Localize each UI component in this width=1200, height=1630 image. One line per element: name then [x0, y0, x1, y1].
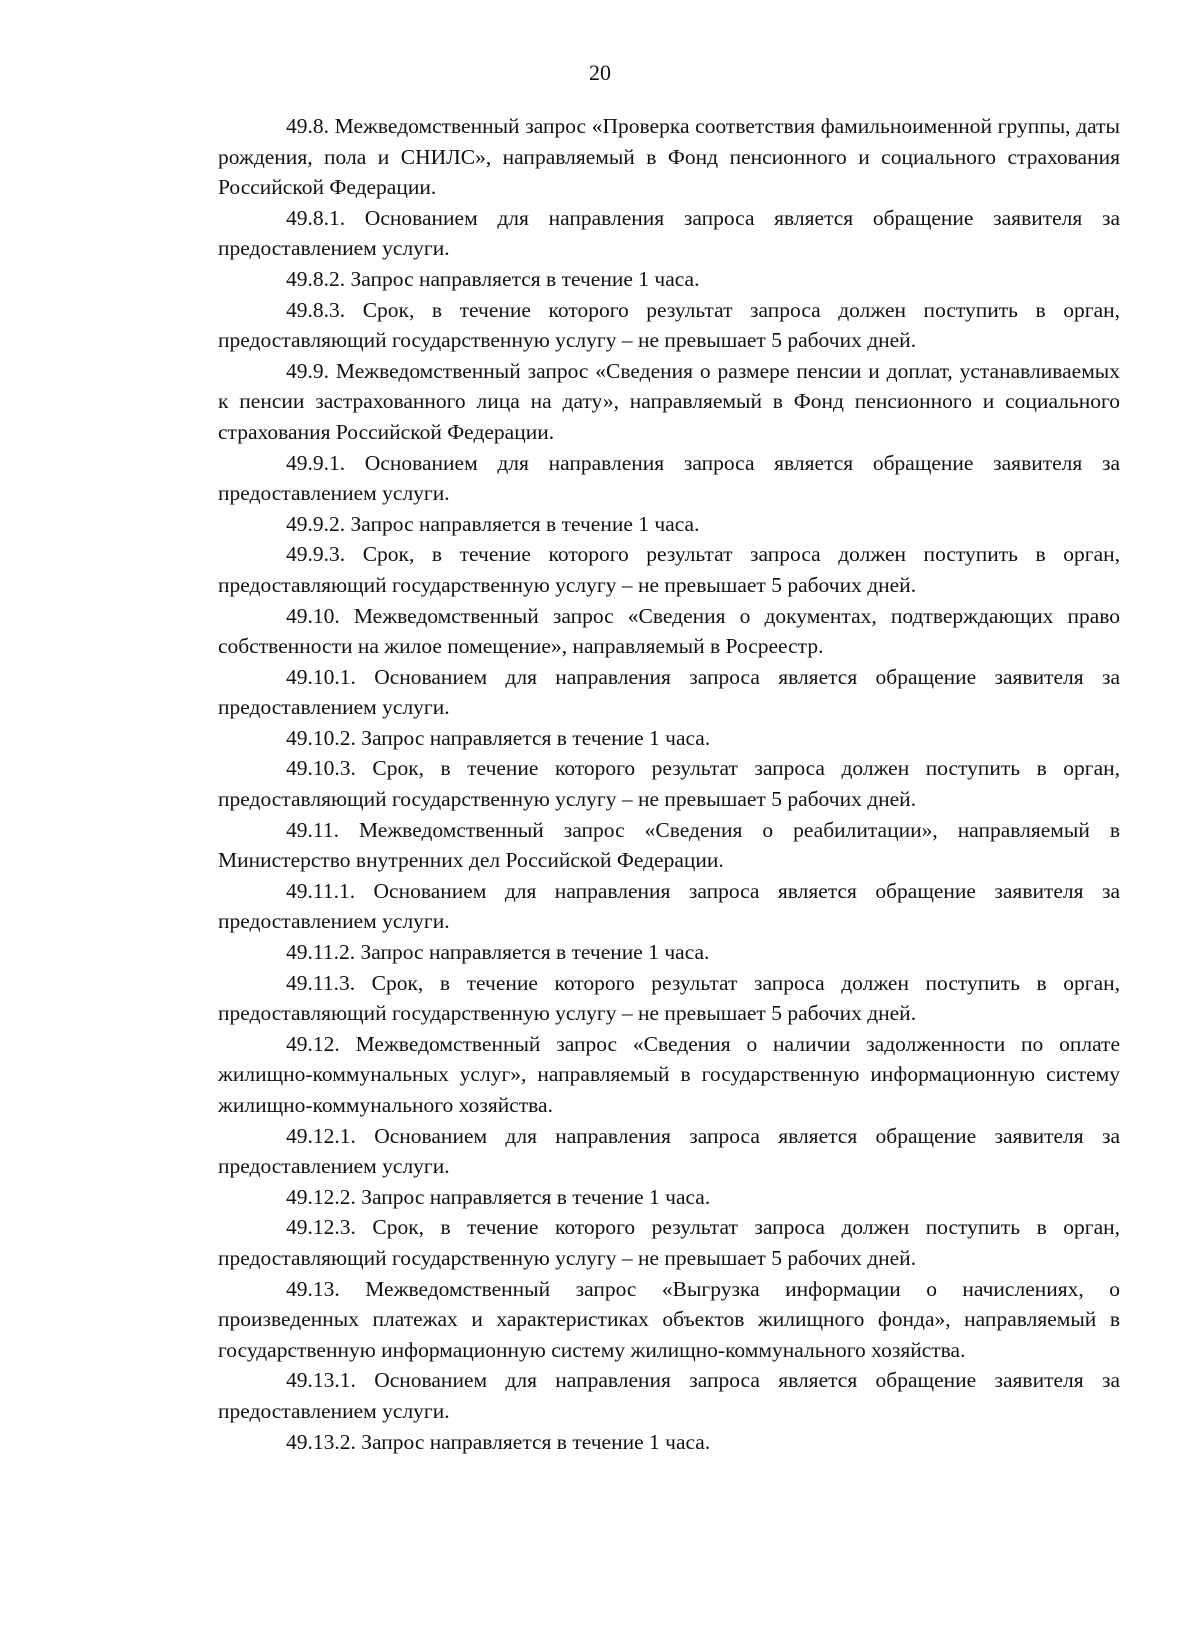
paragraph-49-13-2: 49.13.2. Запрос направляется в течение 1 часа.	[286, 1429, 711, 1454]
paragraph-49-9-1: 49.9.1. Основанием для направления запроса является обращение заявителя за предоставлением услуги.	[218, 450, 1120, 506]
paragraph-49-12-1: 49.12.1. Основанием для направления запроса является обращение заявителя за предоставлением услуги.	[218, 1123, 1120, 1179]
paragraph-49-10-1: 49.10.1. Основанием для направления запроса является обращение заявителя за предоставлением услуги.	[218, 664, 1120, 720]
paragraph-49-10-2: 49.10.2. Запрос направляется в течение 1 часа.	[286, 725, 711, 750]
paragraph-49-10-3: 49.10.3. Срок, в течение которого результат запроса должен поступить в орган, предоставляющий государственную услугу – не превышает 5 рабочих дней.	[218, 756, 1120, 812]
paragraph-49-8: 49.8. Межведомственный запрос «Проверка соответствия фамильноименной группы, даты рождения, пола и СНИЛС», направляемый в Фонд пенсионного и социального страхования Российской Федерации.	[218, 114, 1120, 200]
paragraph-49-12: 49.12. Межведомственный запрос «Сведения о наличии задолженности по оплате жилищно-коммунальных услуг», направляемый в государственную информационную систему жилищно-коммунального хозяйства.	[218, 1031, 1120, 1117]
paragraph-49-8-2: 49.8.2. Запрос направляется в течение 1 часа.	[286, 266, 700, 291]
paragraph-49-8-3: 49.8.3. Срок, в течение которого результат запроса должен поступить в орган, предоставляющий государственную услугу – не превышает 5 рабочих дней.	[218, 297, 1120, 353]
paragraph-49-9-3: 49.9.3. Срок, в течение которого результат запроса должен поступить в орган, предоставляющий государственную услугу – не превышает 5 рабочих дней.	[218, 542, 1120, 597]
paragraph-49-11-2: 49.11.2. Запрос направляется в течение 1 часа.	[286, 940, 710, 965]
paragraph-49-11-1: 49.11.1. Основанием для направления запроса является обращение заявителя за предоставлением услуги.	[218, 878, 1120, 934]
document-body	[218, 111, 1120, 1457]
paragraph-49-12-3: 49.12.3. Срок, в течение которого результат запроса должен поступить в орган, предоставляющий государственную услугу – не превышает 5 рабочих дней.	[218, 1215, 1120, 1270]
paragraph-49-8-1: 49.8.1. Основанием для направления запроса является обращение заявителя за предоставлением услуги.	[218, 205, 1120, 261]
paragraph-49-11-3: 49.11.3. Срок, в течение которого результат запроса должен поступить в орган, предоставляющий государственную услугу – не превышает 5 рабочих дней.	[218, 970, 1120, 1026]
paragraph-49-9-2: 49.9.2. Запрос направляется в течение 1 часа.	[286, 511, 700, 536]
page-number: 20	[589, 60, 611, 85]
paragraph-49-11: 49.11. Межведомственный запрос «Сведения о реабилитации», направляемый в Министерство внутренних дел Российской Федерации.	[218, 817, 1120, 873]
paragraph-49-10: 49.10. Межведомственный запрос «Сведения о документах, подтверждающих право собственности на жилое помещение», направляемый в Росреестр.	[218, 603, 1120, 659]
paragraph-49-13-1: 49.13.1. Основанием для направления запроса является обращение заявителя за предоставлением услуги.	[218, 1368, 1120, 1423]
paragraph-49-13: 49.13. Межведомственный запрос «Выгрузка информации о начислениях, о произведенных платежах и характеристиках объектов жилищного фонда», направляемый в государственную информационную систему жилищно-коммунального хозяйства.	[218, 1276, 1120, 1362]
paragraph-49-12-2: 49.12.2. Запрос направляется в течение 1 часа.	[286, 1184, 711, 1209]
paragraph-49-9: 49.9. Межведомственный запрос «Сведения о размере пенсии и доплат, устанавливаемых к пенсии застрахованного лица на дату», направляемый в Фонд пенсионного и социального страхования Российской Федерации.	[218, 358, 1120, 444]
